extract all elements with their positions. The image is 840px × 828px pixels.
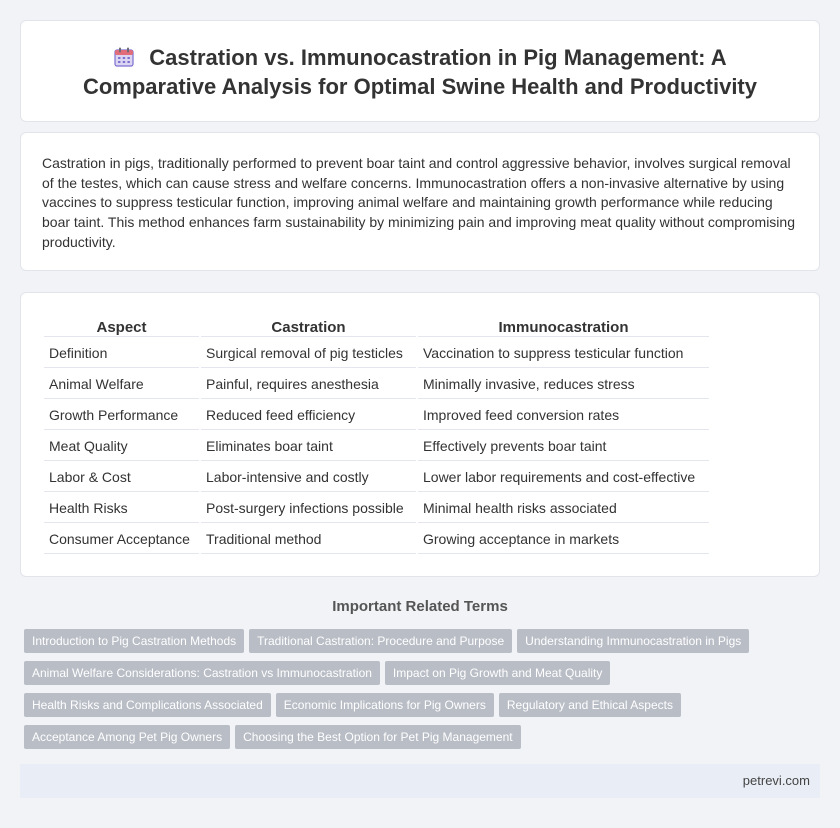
footer (20, 764, 820, 798)
table-row (44, 494, 709, 523)
table-cell: Lower labor requirements and cost-effective (418, 463, 709, 492)
related-term-link[interactable]: Acceptance Among Pet Pig Owners (24, 725, 230, 749)
column-header-immunocastration: Immunocastration (418, 318, 709, 337)
table-cell: Minimally invasive, reduces stress (418, 370, 709, 399)
footer-site-link[interactable]: petrevi.com (742, 773, 810, 788)
table-cell: Health Risks (44, 494, 199, 523)
table-cell: Improved feed conversion rates (418, 401, 709, 430)
related-terms-heading: Important Related Terms (332, 598, 508, 615)
table-cell: Labor-intensive and costly (201, 463, 416, 492)
page-title (61, 43, 779, 101)
table-cell: Eliminates boar taint (201, 432, 416, 461)
comparison-table (42, 316, 711, 556)
table-row (44, 525, 709, 554)
table-cell: Minimal health risks associated (418, 494, 709, 523)
related-terms-row (24, 725, 804, 757)
table-row (44, 370, 709, 399)
table-row (44, 432, 709, 461)
related-term-link[interactable]: Understanding Immunocastration in Pigs (517, 629, 749, 653)
table-cell: Surgical removal of pig testicles (201, 339, 416, 368)
page-title-text: Castration vs. Immunocastration in Pig Management: A Comparative Analysis for Optimal Swine Health and Productivity (82, 45, 757, 99)
table-cell: Growing acceptance in markets (418, 525, 709, 554)
related-term-link[interactable]: Traditional Castration: Procedure and Purpose (249, 629, 512, 653)
column-header-castration: Castration (201, 318, 416, 337)
related-terms-row (24, 693, 804, 725)
intro-paragraph: Castration in pigs, traditionally performed to prevent boar taint and control aggressive behavior, involves surgical removal of the testes, which can cause stress and welfare concerns. Immunocastration offers a non-invasive alternative by using vaccines to suppress testicular function, improving animal welfare and maintaining growth performance while reducing boar taint. This method enhances farm sustainability by minimizing pain and improving meat quality without compromising productivity. (42, 155, 795, 250)
table-row (44, 463, 709, 492)
intro-card (20, 132, 820, 271)
related-term-link[interactable]: Choosing the Best Option for Pet Pig Management (235, 725, 521, 749)
table-cell: Post-surgery infections possible (201, 494, 416, 523)
related-term-link[interactable]: Introduction to Pig Castration Methods (24, 629, 244, 653)
comparison-table-card (20, 292, 820, 577)
table-cell: Consumer Acceptance (44, 525, 199, 554)
table-cell: Animal Welfare (44, 370, 199, 399)
related-terms-list (24, 629, 804, 757)
table-cell: Effectively prevents boar taint (418, 432, 709, 461)
table-cell: Painful, requires anesthesia (201, 370, 416, 399)
table-cell: Meat Quality (44, 432, 199, 461)
table-cell: Growth Performance (44, 401, 199, 430)
related-term-link[interactable]: Regulatory and Ethical Aspects (499, 693, 681, 717)
table-cell: Definition (44, 339, 199, 368)
column-header-aspect: Aspect (44, 318, 199, 337)
related-term-link[interactable]: Impact on Pig Growth and Meat Quality (385, 661, 610, 685)
table-cell: Labor & Cost (44, 463, 199, 492)
header-card (20, 20, 820, 122)
related-term-link[interactable]: Economic Implications for Pig Owners (276, 693, 494, 717)
table-cell: Traditional method (201, 525, 416, 554)
related-term-link[interactable]: Animal Welfare Considerations: Castration vs Immunocastration (24, 661, 380, 685)
table-cell: Reduced feed efficiency (201, 401, 416, 430)
calendar-icon (113, 46, 135, 68)
table-cell: Vaccination to suppress testicular function (418, 339, 709, 368)
table-row (44, 339, 709, 368)
table-header-row (44, 318, 709, 337)
related-terms-row (24, 661, 804, 693)
related-term-link[interactable]: Health Risks and Complications Associated (24, 693, 271, 717)
related-terms-row (24, 629, 804, 661)
table-row (44, 401, 709, 430)
